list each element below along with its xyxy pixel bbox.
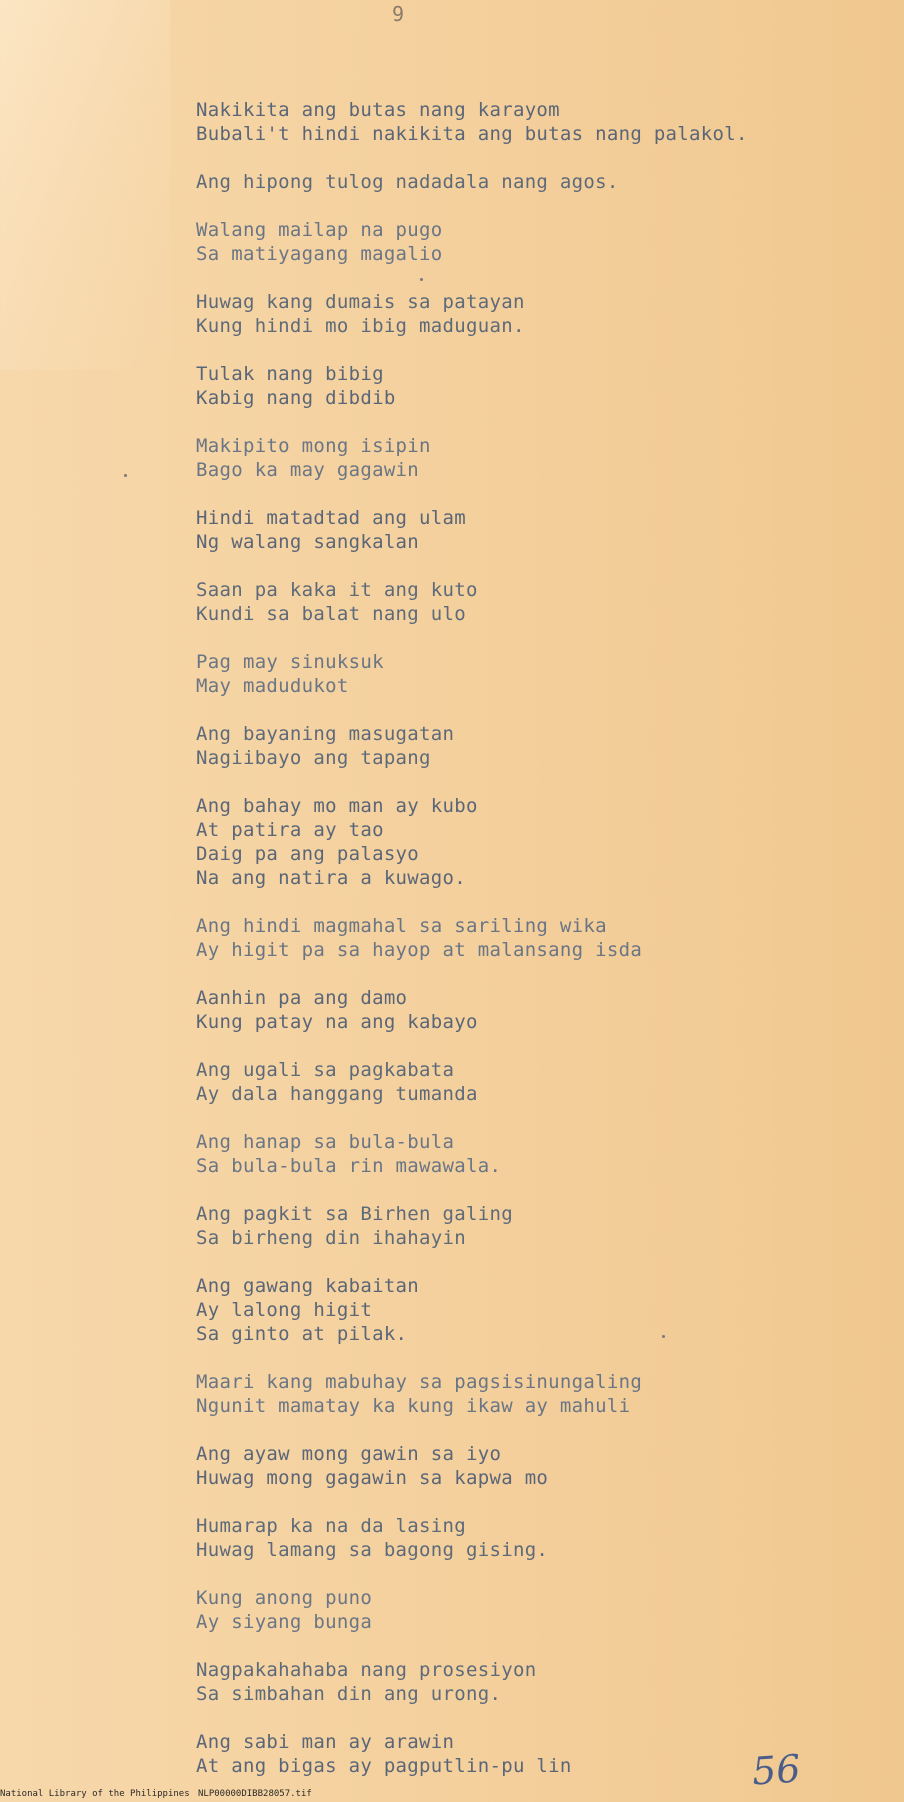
proverb-line: Huwag mong gagawin sa kapwa mo bbox=[196, 1467, 549, 1489]
proverb-line: Ang pagkit sa Birhen galing bbox=[196, 1203, 513, 1225]
proverb-block bbox=[196, 650, 876, 698]
proverb-line: Hindi matadtad ang ulam bbox=[196, 507, 466, 529]
proverb-line: Na ang natira a kuwago. bbox=[196, 867, 466, 889]
proverb-line: Ay higit pa sa hayop at malansang isda bbox=[196, 939, 643, 961]
proverb-block bbox=[196, 1658, 876, 1706]
proverb-block bbox=[196, 434, 876, 482]
proverb-block bbox=[196, 98, 876, 146]
proverb-line: Maari kang mabuhay sa pagsisinungaling bbox=[196, 1371, 643, 1393]
page-number: 9 bbox=[392, 2, 405, 26]
footer-file-name: NLP00000DIBB28057.tif bbox=[198, 1789, 312, 1799]
proverb-line: Saan pa kaka it ang kuto bbox=[196, 579, 478, 601]
paper-speck bbox=[124, 474, 127, 477]
proverb-list bbox=[196, 98, 876, 1802]
paper-speck bbox=[420, 278, 423, 281]
proverb-line: Sa ginto at pilak. bbox=[196, 1323, 408, 1345]
proverb-line: Ang sabi man ay arawin bbox=[196, 1731, 455, 1753]
proverb-block bbox=[196, 794, 876, 890]
proverb-line: Makipito mong isipin bbox=[196, 435, 431, 457]
proverb-block bbox=[196, 1274, 876, 1346]
proverb-line: At ang bigas ay pagputlin-pu lin bbox=[196, 1755, 572, 1777]
proverb-line: Sa matiyagang magalio bbox=[196, 243, 443, 265]
proverb-line: Nagiibayo ang tapang bbox=[196, 747, 431, 769]
proverb-block bbox=[196, 1514, 876, 1562]
proverb-block bbox=[196, 290, 876, 338]
proverb-line: Tulak nang bibig bbox=[196, 363, 384, 385]
proverb-line: Ang hindi magmahal sa sariling wika bbox=[196, 915, 607, 937]
proverb-block bbox=[196, 170, 876, 194]
proverb-line: Ngunit mamatay ka kung ikaw ay mahuli bbox=[196, 1395, 631, 1417]
proverb-line: Kung anong puno bbox=[196, 1587, 373, 1609]
proverb-line: Ay siyang bunga bbox=[196, 1611, 373, 1633]
proverb-line: Humarap ka na da lasing bbox=[196, 1515, 466, 1537]
proverb-block bbox=[196, 1442, 876, 1490]
proverb-line: Ang ayaw mong gawin sa iyo bbox=[196, 1443, 502, 1465]
proverb-line: May madudukot bbox=[196, 675, 349, 697]
proverb-block bbox=[196, 722, 876, 770]
proverb-line: Kung patay na ang kabayo bbox=[196, 1011, 478, 1033]
proverb-line: Nakikita ang butas nang karayom bbox=[196, 99, 560, 121]
proverb-line: Bubali't hindi nakikita ang butas nang palakol. bbox=[196, 123, 748, 145]
proverb-line: Sa birheng din ihahayin bbox=[196, 1227, 466, 1249]
proverb-line: Ang hanap sa bula-bula bbox=[196, 1131, 455, 1153]
proverb-block bbox=[196, 986, 876, 1034]
proverb-block bbox=[196, 1586, 876, 1634]
proverb-line: Nagpakahahaba nang prosesiyon bbox=[196, 1659, 537, 1681]
proverb-block bbox=[196, 1058, 876, 1106]
proverb-line: Sa bula-bula rin mawawala. bbox=[196, 1155, 502, 1177]
proverb-line: Huwag kang dumais sa patayan bbox=[196, 291, 525, 313]
proverb-line: Ay lalong higit bbox=[196, 1299, 373, 1321]
handwritten-page-number: 56 bbox=[750, 1746, 802, 1794]
footer-library-label: National Library of the Philippines bbox=[0, 1789, 190, 1799]
proverb-line: Ang ugali sa pagkabata bbox=[196, 1059, 455, 1081]
proverb-line: Aanhin pa ang damo bbox=[196, 987, 408, 1009]
proverb-line: Ang bayaning masugatan bbox=[196, 723, 455, 745]
paper-speck bbox=[662, 1335, 665, 1338]
proverb-line: Kung hindi mo ibig maduguan. bbox=[196, 315, 525, 337]
proverb-block bbox=[196, 362, 876, 410]
proverb-block bbox=[196, 1202, 876, 1250]
proverb-line: Ang bahay mo man ay kubo bbox=[196, 795, 478, 817]
proverb-block bbox=[196, 1130, 876, 1178]
proverb-line: Ng walang sangkalan bbox=[196, 531, 420, 553]
proverb-line: Walang mailap na pugo bbox=[196, 219, 443, 241]
proverb-line: Bago ka may gagawin bbox=[196, 459, 420, 481]
proverb-block bbox=[196, 914, 876, 962]
paper-fold-shading bbox=[0, 0, 170, 370]
proverb-line: Kundi sa balat nang ulo bbox=[196, 603, 466, 625]
proverb-line: Kabig nang dibdib bbox=[196, 387, 396, 409]
proverb-line: Huwag lamang sa bagong gising. bbox=[196, 1539, 549, 1561]
proverb-line: Ang hipong tulog nadadala nang agos. bbox=[196, 171, 619, 193]
proverb-block bbox=[196, 218, 876, 266]
proverb-line: Daig pa ang palasyo bbox=[196, 843, 420, 865]
proverb-block bbox=[196, 578, 876, 626]
proverb-line: Sa simbahan din ang urong. bbox=[196, 1683, 502, 1705]
proverb-block bbox=[196, 1370, 876, 1418]
proverb-line: Ang gawang kabaitan bbox=[196, 1275, 420, 1297]
proverb-line: Pag may sinuksuk bbox=[196, 651, 384, 673]
proverb-line: At patira ay tao bbox=[196, 819, 384, 841]
proverb-block bbox=[196, 506, 876, 554]
proverb-line: Ay dala hanggang tumanda bbox=[196, 1083, 478, 1105]
